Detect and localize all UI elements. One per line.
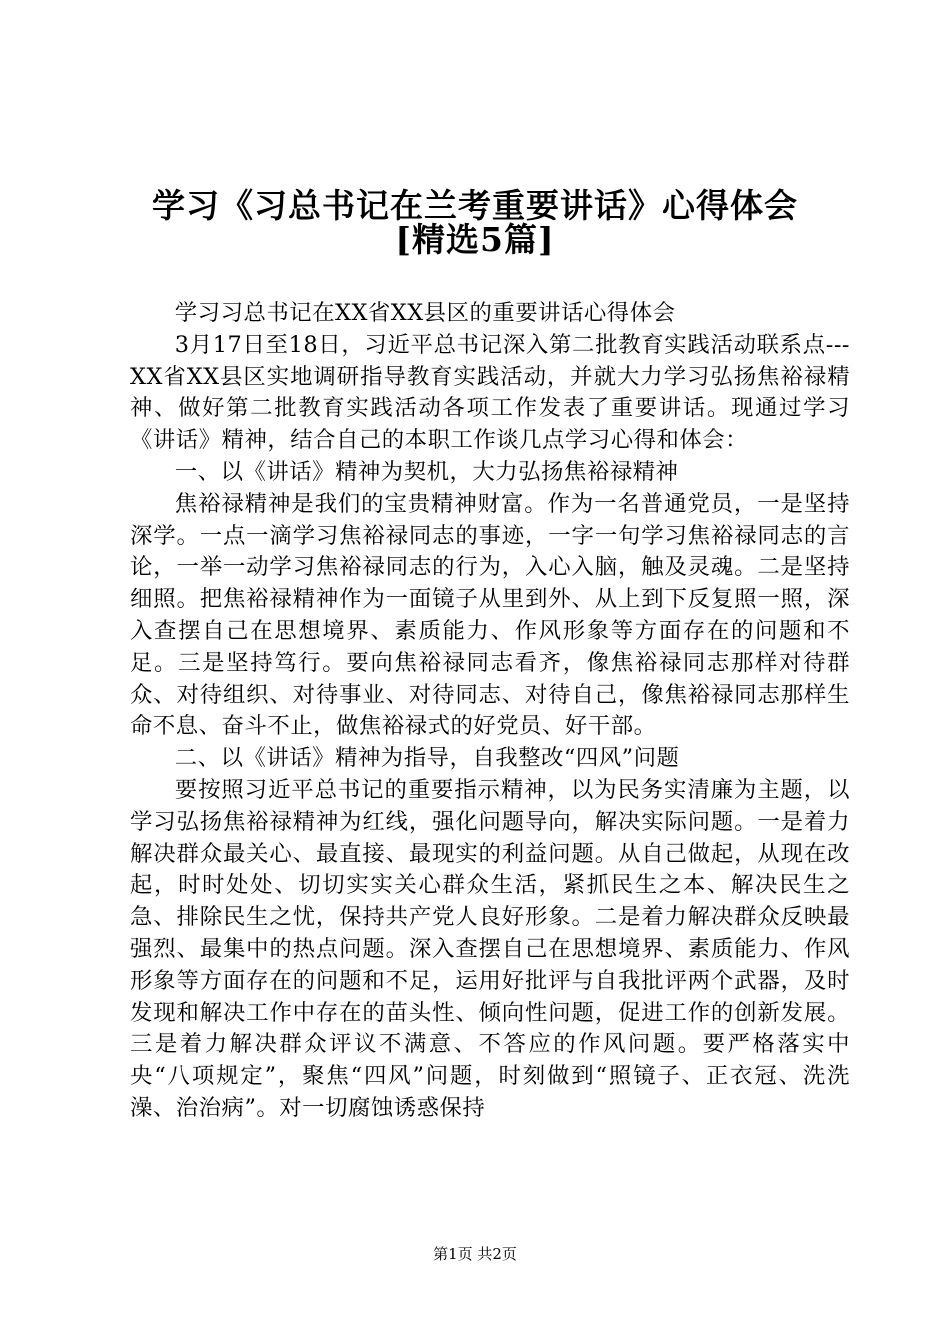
page-number: 第1页 共2页	[433, 1245, 517, 1263]
document-title: 学习《习总书记在兰考重要讲话》心得体会	[152, 186, 798, 225]
paragraph-intro: 3月17日至18日，习近平总书记深入第二批教育实践活动联系点---XX省XX县区实地调研指导教育实践活动，并就大力学习弘扬焦裕禄精神、做好第二批教育实践活动各项工作发表了重要讲话。现通过学习《讲话》精神，结合自己的本职工作谈几点学习心得和体会：	[130, 331, 850, 454]
paragraph-heading-intro: 学习习总书记在XX省XX县区的重要讲话心得体会	[174, 300, 676, 326]
document-subtitle: [精选5篇]	[395, 220, 555, 259]
paragraph-section-1: 焦裕禄精神是我们的宝贵精神财富。作为一名普通党员，一是坚持深学。一点一滴学习焦裕禄同志的事迹，一字一句学习焦裕禄同志的言论，一举一动学习焦裕禄同志的行为，入心入脑，触及灵魂。二是坚持细照。把焦裕禄精神作为一面镜子从里到外、从上到下反复照一照，深入查摆自己在思想境界、素质能力、作风形象等方面存在的问题和不足。三是坚持笃行。要向焦裕禄同志看齐，像焦裕禄同志那样对待群众、对待组织、对待事业、对待同志、对待自己，像焦裕禄同志那样生命不息、奋斗不止，做焦裕禄式的好党员、好干部。	[130, 490, 850, 740]
section-heading-2: 二、以《讲话》精神为指导，自我整改“四风”问题	[174, 745, 680, 772]
document-body	[130, 298, 850, 1125]
paragraph-section-2: 要按照习近平总书记的重要指示精神，以为民务实清廉为主题，以学习弘扬焦裕禄精神为红线，强化问题导向，解决实际问题。一是着力解决群众最关心、最直接、最现实的利益问题。从自己做起，从现在改起，时时处处、切切实实关心群众生活，紧抓民生之本、解决民生之急、排除民生之忧，保持共产党人良好形象。二是着力解决群众反映最强烈、最集中的热点问题。深入查摆自己在思想境界、素质能力、作风形象等方面存在的问题和不足，运用好批评与自我批评两个武器，及时发现和解决工作中存在的苗头性、倾向性问题，促进工作的创新发展。三是着力解决群众评议不满意、不答应的作风问题。要严格落实中央“八项规定”，聚焦“四风”问题，时刻做到“照镜子、正衣冠、洗洗澡、治治病”。对一切腐蚀诱惑保持	[130, 776, 850, 1121]
section-heading-1: 一、以《讲话》精神为契机，大力弘扬焦裕禄精神	[174, 458, 679, 485]
